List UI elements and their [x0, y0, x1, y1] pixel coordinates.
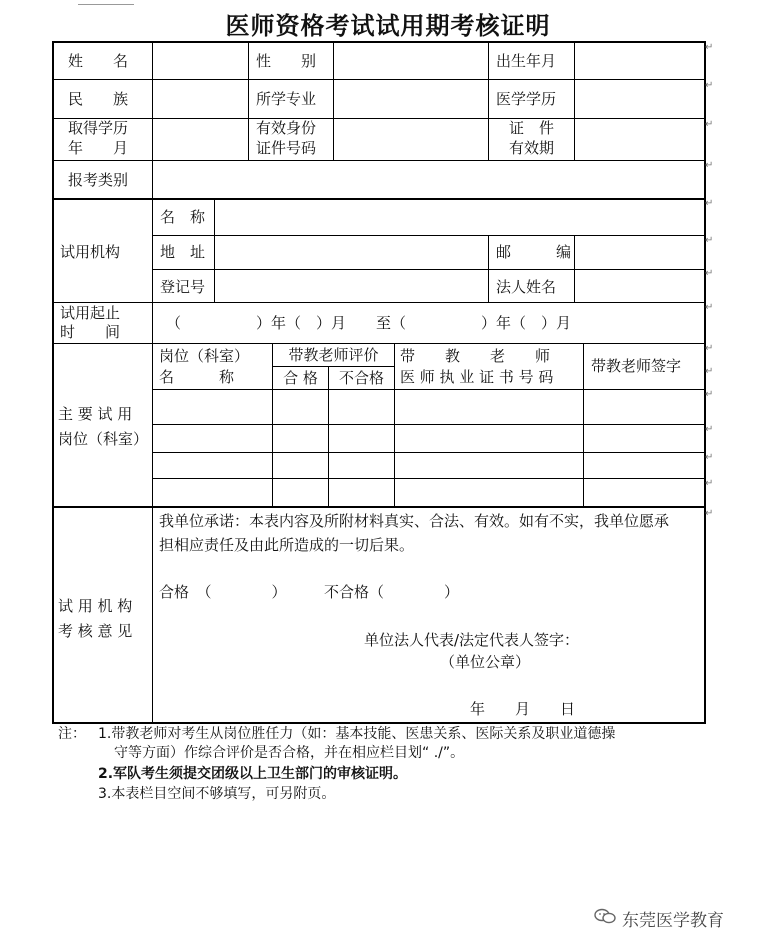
birth-field[interactable]	[575, 43, 704, 79]
paragraph-mark: ↵	[705, 302, 714, 313]
note-2: 2.军队考生须提交团级以上卫生部门的审核证明。	[98, 766, 408, 782]
ethnicity-field[interactable]	[153, 80, 248, 118]
major-label: 所学专业	[256, 90, 317, 108]
posts-label-2: 岗位（科室）	[58, 430, 149, 448]
major-field[interactable]	[334, 80, 488, 118]
paragraph-mark: ↵	[705, 268, 714, 279]
signer-label: 单位法人代表/法定代表人签字：	[364, 631, 580, 649]
period-label: 试用起止	[60, 304, 121, 322]
paragraph-mark: ↵	[705, 508, 714, 519]
ethnicity-label: 民 族	[68, 90, 129, 108]
paragraph-mark: ↵	[705, 478, 714, 489]
reg-number-field[interactable]	[215, 270, 488, 302]
col-pass-header: 合 格	[283, 369, 318, 387]
form-title: 医师资格考试试用期考核证明	[225, 11, 551, 40]
med-degree-label: 医学学历	[496, 90, 557, 108]
reg-number-label: 登记号	[160, 278, 206, 296]
category-label: 报考类别	[68, 171, 129, 189]
paragraph-mark: ↵	[705, 366, 714, 377]
col-fail-header: 不合格	[338, 369, 384, 387]
degree-year-field[interactable]	[153, 119, 248, 160]
posts-label: 主 要 试 用	[58, 405, 133, 423]
post-row[interactable]	[153, 425, 704, 452]
inst-name-field[interactable]	[215, 200, 704, 235]
pledge-text: 我单位承诺：本表内容及所附材料真实、合法、有效。如有不实，我单位愿承	[159, 512, 670, 530]
opinion-label-2: 考 核 意 见	[58, 622, 133, 640]
paragraph-mark: ↵	[705, 389, 714, 400]
paragraph-mark: ↵	[705, 42, 714, 53]
postcode-field[interactable]	[575, 236, 704, 269]
note-1-cont: 守等方面）作综合评价是否合格，并在相应栏目划“ ./”。	[114, 745, 465, 761]
paragraph-mark: ↵	[705, 119, 714, 130]
postcode-label: 邮 编	[496, 243, 572, 261]
opinion-label: 试 用 机 构	[58, 597, 133, 615]
col-post-header: 岗位（科室）	[159, 347, 250, 365]
pledge-text-2: 担相应责任及由此所造成的一切后果。	[159, 536, 415, 554]
inst-address-label: 地 址	[160, 243, 206, 261]
header-fragment	[78, 0, 134, 5]
legal-name-field[interactable]	[575, 270, 704, 302]
post-row[interactable]	[153, 390, 704, 424]
category-field[interactable]	[153, 161, 704, 198]
post-row[interactable]	[153, 479, 704, 506]
inst-name-label: 名 称	[160, 208, 206, 226]
period-field[interactable]: （ ）年（ ）月 至（ ）年（ ）月	[166, 314, 572, 332]
name-field[interactable]	[153, 43, 248, 79]
cert-validity-field[interactable]	[575, 119, 704, 160]
col-eval-header: 带教老师评价	[288, 346, 379, 364]
col-cert-header: 带 教 老 师	[400, 347, 551, 365]
seal-label: （单位公章）	[440, 653, 531, 671]
note-1: 1.带教老师对考生从岗位胜任力（如：基本技能、医患关系、医际关系及职业道德操	[98, 726, 616, 742]
legal-name-label: 法人姓名	[496, 278, 557, 296]
paragraph-mark: ↵	[705, 424, 714, 435]
note-3: 3.本表栏目空间不够填写，可另附页。	[98, 786, 336, 802]
paragraph-mark: ↵	[705, 452, 714, 463]
med-degree-field[interactable]	[575, 80, 704, 118]
paragraph-mark: ↵	[705, 160, 714, 171]
degree-year-label: 取得学历	[68, 119, 129, 137]
institution-label: 试用机构	[60, 243, 121, 261]
inst-address-field[interactable]	[215, 236, 488, 269]
watermark-text: 东莞医学教育	[622, 911, 724, 931]
paragraph-mark: ↵	[705, 235, 714, 246]
date-label: 年 月 日	[470, 700, 576, 718]
gender-field[interactable]	[334, 43, 488, 79]
period-label-2: 时 间	[60, 323, 121, 341]
cert-validity-label-2: 有效期	[508, 139, 554, 157]
birth-label: 出生年月	[496, 52, 557, 70]
col-cert-header-2: 医 师 执 业 证 书 号 码	[400, 368, 554, 386]
gender-label: 性 别	[256, 52, 317, 70]
pass-fail-choice[interactable]: 合格 （ ） 不合格（ ）	[159, 583, 460, 601]
notes-prefix: 注：	[58, 726, 86, 742]
degree-year-label-2: 年 月	[68, 139, 129, 157]
name-label: 姓 名	[68, 52, 129, 70]
id-number-label-2: 证件号码	[256, 139, 317, 157]
cert-validity-label: 证 件	[508, 119, 554, 137]
wechat-icon	[594, 908, 616, 924]
col-post-header-2: 名 称	[159, 368, 235, 386]
id-number-label: 有效身份	[256, 119, 317, 137]
paragraph-mark: ↵	[705, 343, 714, 354]
paragraph-mark: ↵	[705, 80, 714, 91]
id-number-field[interactable]	[334, 119, 488, 160]
post-row[interactable]	[153, 453, 704, 478]
col-sign-header: 带教老师签字	[590, 357, 681, 375]
paragraph-mark: ↵	[705, 198, 714, 209]
